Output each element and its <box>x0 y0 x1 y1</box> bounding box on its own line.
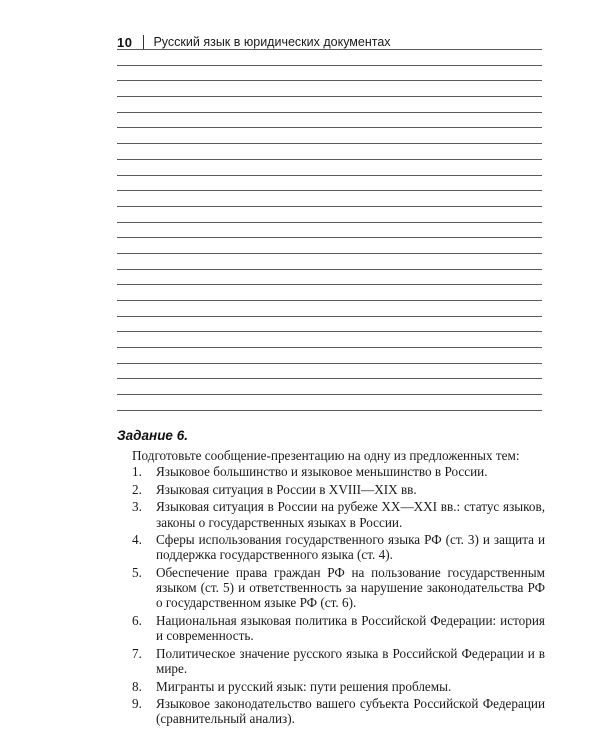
topic-item <box>117 464 545 479</box>
writing-line <box>117 394 542 395</box>
topic-item <box>117 532 545 562</box>
topic-number: 1. <box>132 464 142 480</box>
topic-number: 7. <box>132 645 142 661</box>
topic-text: Национальная языковая политика в Российской Федерации: история и современность. <box>156 612 545 644</box>
topic-text: Обеспечение права граждан РФ на пользование государственным языком (ст. 5) и ответственность за нарушение законодательства РФ о государственном языке РФ (ст. 6). <box>156 564 545 611</box>
topic-number: 3. <box>132 499 142 515</box>
writing-line <box>117 378 542 379</box>
writing-line <box>117 300 542 301</box>
writing-line <box>117 331 542 332</box>
topic-item <box>117 499 545 529</box>
writing-line <box>117 159 542 160</box>
topic-item <box>117 696 545 726</box>
topic-number: 6. <box>132 612 142 628</box>
writing-line <box>117 190 542 191</box>
topic-text: Сферы использования государственного языка РФ (ст. 3) и защита и поддержка государственного языка (ст. 4). <box>156 532 545 563</box>
writing-line <box>117 269 542 270</box>
topic-number: 4. <box>132 532 142 548</box>
task-section <box>117 428 545 729</box>
writing-line <box>117 175 542 176</box>
writing-line <box>117 363 542 364</box>
writing-line <box>117 253 542 254</box>
task-heading: Задание 6. <box>117 428 188 443</box>
writing-lines <box>117 49 542 426</box>
topic-item <box>117 482 545 497</box>
topic-item <box>117 646 545 676</box>
topic-number: 8. <box>132 678 142 694</box>
writing-line <box>117 49 542 50</box>
topic-text: Языковая ситуация в России на рубеже XX—XXI вв.: статус языков, законы о государственных языках в России. <box>156 499 545 530</box>
writing-line <box>117 96 542 97</box>
topic-text: Политическое значение русского языка в Российской Федерации и в мире. <box>156 645 545 676</box>
topic-number: 5. <box>132 564 142 580</box>
page-number: 10 <box>117 34 133 50</box>
topic-item <box>117 565 545 611</box>
topic-text: Языковая ситуация в России в XVIII—XIX вв. <box>156 481 417 497</box>
writing-line <box>117 80 542 81</box>
writing-line <box>117 316 542 317</box>
writing-line <box>117 127 542 128</box>
task-intro: Подготовьте сообщение-презентацию на одну из предложенных тем: <box>132 448 520 463</box>
topic-text: Языковое большинство и языковое меньшинство в России. <box>156 464 488 480</box>
topic-number: 9. <box>132 696 142 712</box>
writing-line <box>117 206 542 207</box>
writing-line <box>117 347 542 348</box>
topic-item <box>117 613 545 643</box>
header-separator <box>143 35 144 50</box>
topic-item <box>117 679 545 694</box>
writing-line <box>117 410 542 411</box>
writing-line <box>117 222 542 223</box>
running-title: Русский язык в юридических документах <box>153 35 391 49</box>
writing-line <box>117 65 542 66</box>
topic-text: Мигранты и русский язык: пути решения проблемы. <box>156 678 452 694</box>
writing-line <box>117 112 542 113</box>
writing-line <box>117 284 542 285</box>
writing-line <box>117 143 542 144</box>
topic-list <box>117 464 545 726</box>
topic-text: Языковое законодательство вашего субъекта Российской Федерации (сравнительный анализ). <box>156 696 545 727</box>
topic-number: 2. <box>132 481 142 497</box>
writing-line <box>117 237 542 238</box>
